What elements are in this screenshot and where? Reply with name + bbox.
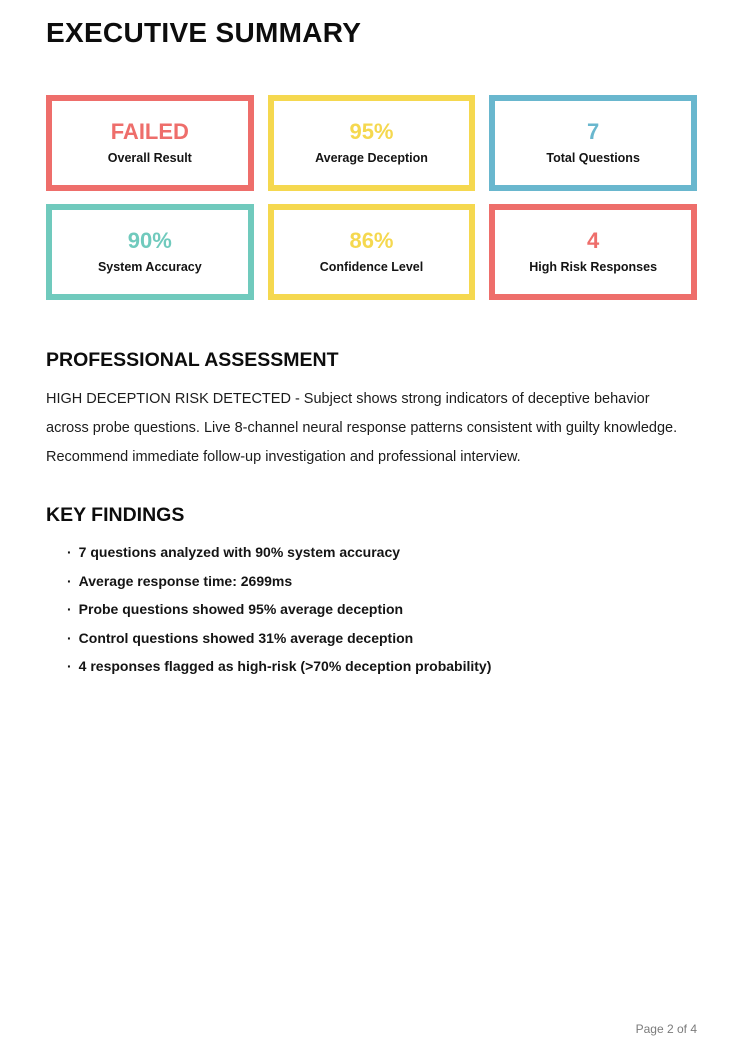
professional-assessment-paragraph: HIGH DECEPTION RISK DETECTED - Subject shows strong indicators of deceptive behavior across probe questions. Live 8-channel neural response patterns consistent with guilty knowledge. Recommend immediate follow-up investigation and professional interview. bbox=[46, 390, 678, 465]
metric-label: Overall Result bbox=[107, 151, 192, 166]
page-title: EXECUTIVE SUMMARY bbox=[46, 17, 362, 48]
key-findings-list bbox=[46, 545, 697, 673]
metric-label: High Risk Responses bbox=[529, 260, 658, 275]
metric-label: Total Questions bbox=[546, 151, 640, 166]
bullet-icon: · bbox=[67, 658, 72, 674]
finding-item bbox=[67, 631, 697, 645]
metric-value: 86% bbox=[349, 228, 394, 254]
page-number-indicator: Page 2 of 4 bbox=[635, 1022, 697, 1036]
metric-label: System Accuracy bbox=[97, 260, 202, 275]
metric-value: FAILED bbox=[110, 119, 189, 145]
metric-card-total-questions bbox=[489, 95, 697, 191]
finding-text: Probe questions showed 95% average deception bbox=[78, 601, 404, 617]
professional-assessment-heading: PROFESSIONAL ASSESSMENT bbox=[46, 349, 339, 371]
bullet-icon: · bbox=[67, 601, 72, 617]
key-findings-heading: KEY FINDINGS bbox=[46, 503, 185, 526]
finding-text: 7 questions analyzed with 90% system accuracy bbox=[78, 544, 401, 560]
metric-value: 90% bbox=[127, 228, 172, 254]
metric-label: Average Deception bbox=[315, 151, 428, 166]
metric-value: 95% bbox=[349, 119, 394, 145]
bullet-icon: · bbox=[67, 629, 72, 646]
finding-item bbox=[67, 545, 697, 559]
finding-text: 4 responses flagged as high-risk (>70% deception probability) bbox=[78, 658, 492, 674]
finding-text: Average response time: 2699ms bbox=[78, 572, 293, 589]
metric-card-confidence-level bbox=[268, 204, 476, 300]
metric-card-overall-result bbox=[46, 95, 254, 191]
finding-item bbox=[67, 574, 697, 588]
finding-text: Control questions showed 31% average deception bbox=[78, 629, 414, 646]
finding-item bbox=[67, 602, 697, 616]
metric-card-system-accuracy bbox=[46, 204, 254, 300]
metric-card-high-risk-responses bbox=[489, 204, 697, 300]
metric-cards-grid bbox=[46, 95, 697, 300]
metric-card-average-deception bbox=[268, 95, 476, 191]
finding-item bbox=[67, 659, 697, 673]
metric-value: 4 bbox=[587, 228, 600, 254]
metric-value: 7 bbox=[587, 119, 600, 145]
bullet-icon: · bbox=[67, 572, 72, 589]
metric-label: Confidence Level bbox=[319, 260, 424, 275]
bullet-icon: · bbox=[67, 544, 72, 560]
report-page bbox=[0, 19, 743, 673]
